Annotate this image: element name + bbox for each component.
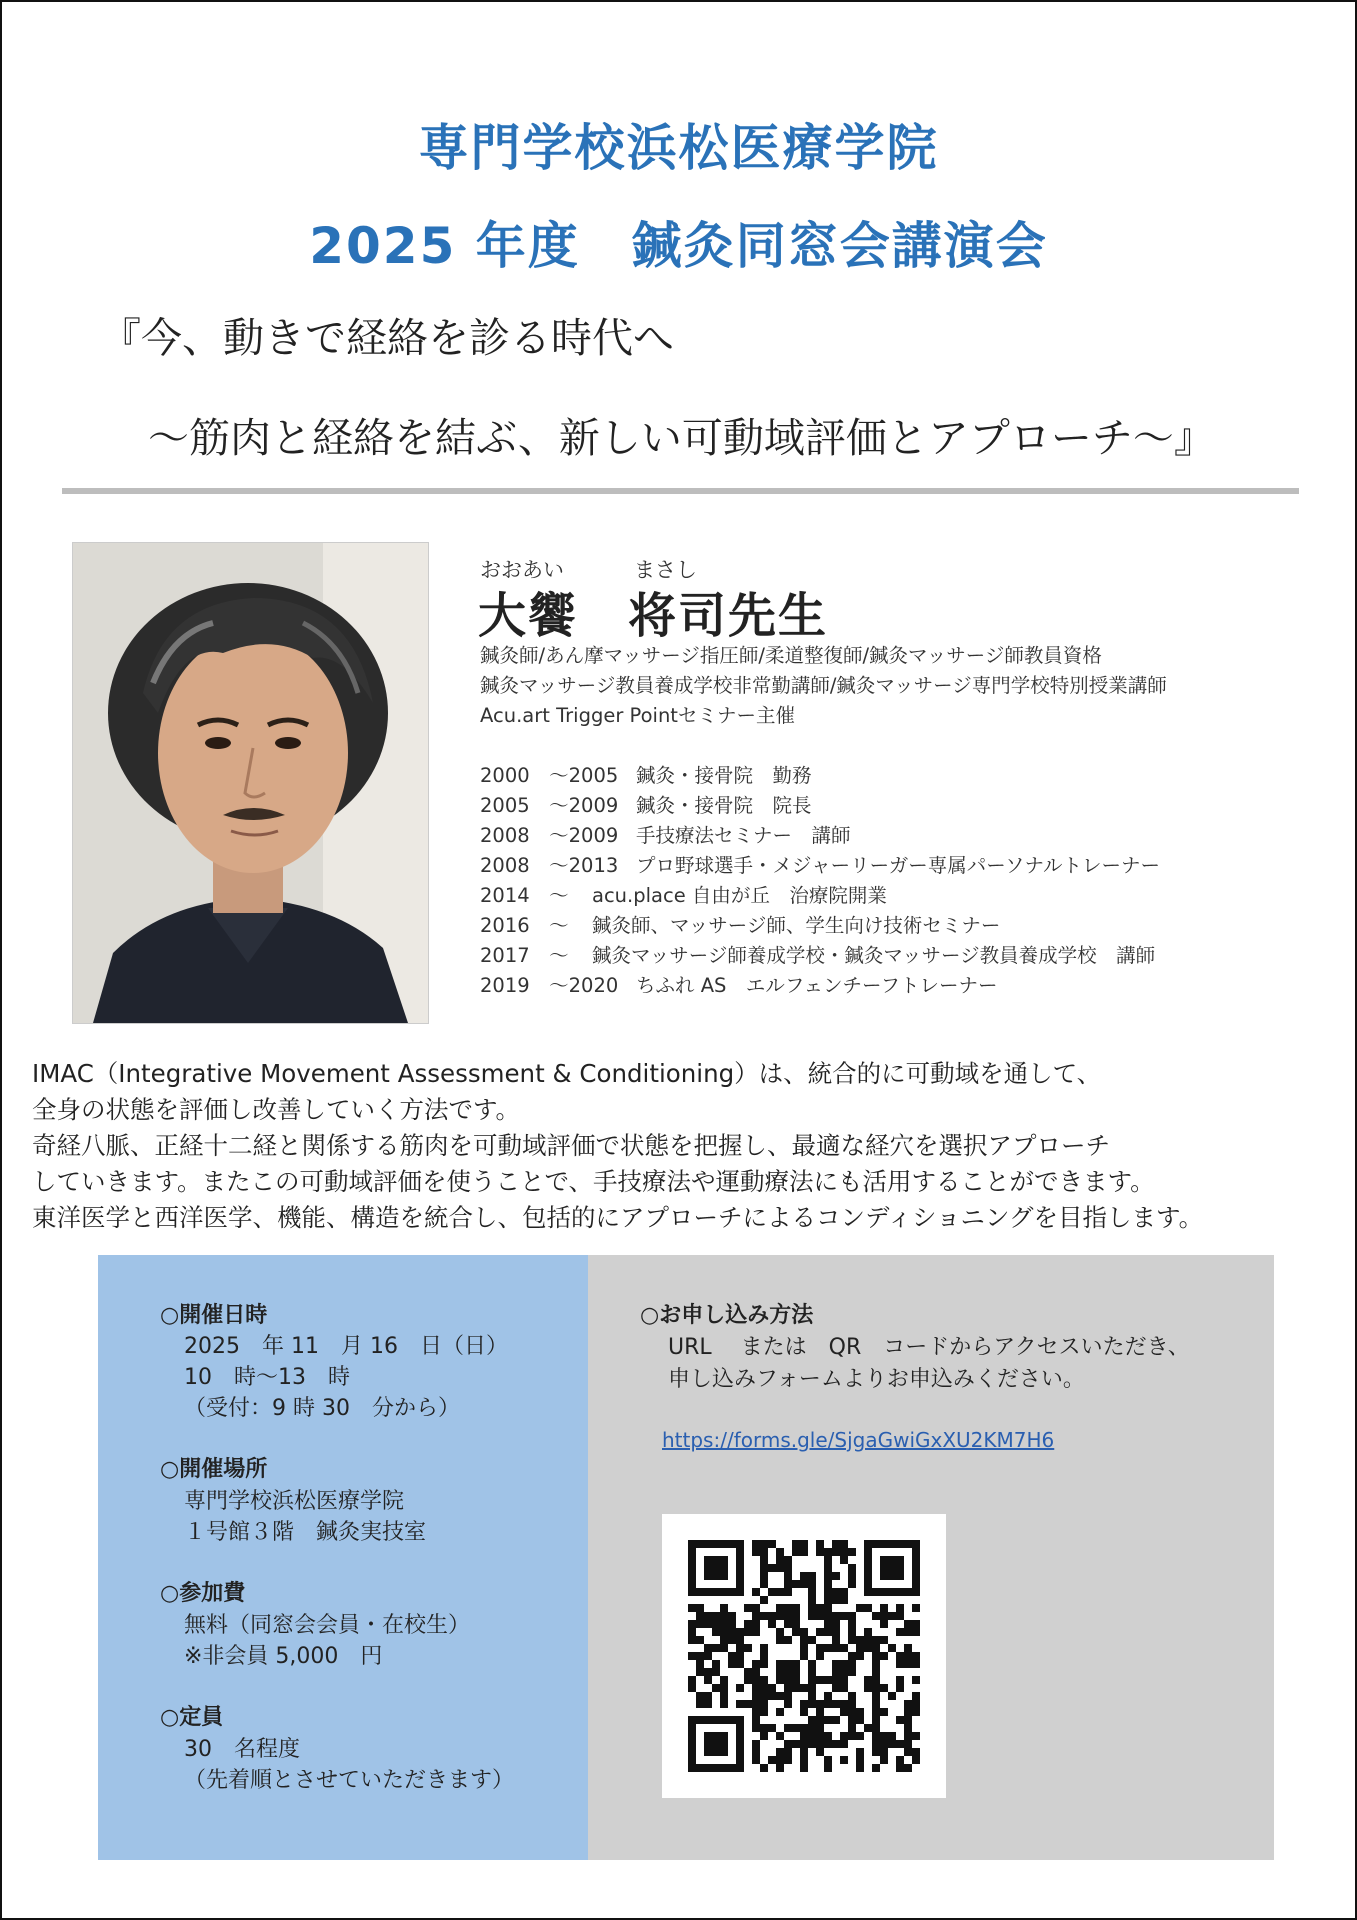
fee-line: 無料（同窓会会員・在校生）	[184, 1613, 471, 1638]
intro-line: 全身の状態を評価し改善していく方法です。	[32, 1095, 521, 1124]
qualification-line: Acu.art Trigger Pointセミナー主催	[480, 704, 795, 727]
fee-heading: ○参加費	[160, 1581, 246, 1606]
speaker-portrait-icon	[73, 543, 428, 1023]
qualification-line: 鍼灸師/あん摩マッサージ指圧師/柔道整復師/鍼灸マッサージ師教員資格	[480, 644, 1102, 667]
fee-line: ※非会員 5,000 円	[184, 1644, 383, 1669]
qr-code-area[interactable]	[662, 1514, 946, 1798]
apply-heading: ○お申し込み方法	[640, 1303, 814, 1328]
history-row: 2017 ～ 鍼灸マッサージ師養成学校・鍼灸マッサージ教員養成学校 講師	[480, 944, 1156, 967]
intro-line: IMAC（Integrative Movement Assessment & Conditioning）は、統合的に可動域を通して、	[32, 1059, 1102, 1088]
intro-line: していきます。またこの可動域評価を使うことで、手技療法や運動療法にも活用することができます。	[32, 1167, 1155, 1196]
apply-line: 申し込みフォームよりお申込みください。	[668, 1367, 1085, 1392]
intro-line: 奇経八脈、正経十二経と関係する筋肉を可動域評価で状態を把握し、最適な経穴を選択アプローチ	[32, 1131, 1110, 1160]
date-heading: ○開催日時	[160, 1303, 268, 1328]
history-row: 2000 ～2005 鍼灸・接骨院 勤務	[480, 764, 812, 787]
capacity-line: （先着順とさせていただきます）	[184, 1768, 515, 1793]
apply-line: URL または QR コードからアクセスいただき、	[668, 1335, 1190, 1360]
history-row: 2016 ～ 鍼灸師、マッサージ師、学生向け技術セミナー	[480, 914, 1001, 937]
history-row: 2008 ～2013 プロ野球選手・メジャーリーガー専属パーソナルトレーナー	[480, 854, 1160, 877]
application-form-link[interactable]: https://forms.gle/SjgaGwiGxXU2KM7H6	[662, 1428, 1055, 1452]
intro-line: 東洋医学と西洋医学、機能、構造を統合し、包括的にアプローチによるコンディショニングを目指します。	[32, 1203, 1204, 1232]
lecture-title-line2: ～筋肉と経絡を結ぶ、新しい可動域評価とアプローチ～』	[148, 414, 1215, 462]
reception-line: （受付：9 時 30 分から）	[184, 1396, 460, 1421]
qualification-line: 鍼灸マッサージ教員養成学校非常勤講師/鍼灸マッサージ専門学校特別授業講師	[480, 674, 1167, 697]
history-row: 2005 ～2009 鍼灸・接骨院 院長	[480, 794, 812, 817]
history-row: 2008 ～2009 手技療法セミナー 講師	[480, 824, 851, 847]
date-line: 2025 年 11 月 16 日（日）	[184, 1334, 508, 1359]
place-heading: ○開催場所	[160, 1457, 268, 1482]
school-title: 専門学校浜松医療学院	[418, 119, 939, 177]
event-title: 2025 年度 鍼灸同窓会講演会	[309, 217, 1048, 275]
capacity-line: 30 名程度	[184, 1737, 300, 1762]
history-row: 2014 ～ acu.place 自由が丘 治療院開業	[480, 884, 887, 907]
speaker-photo	[72, 542, 429, 1024]
history-row: 2019 ～2020 ちふれ AS エルフェンチーフトレーナー	[480, 974, 998, 997]
divider-rule	[62, 488, 1299, 494]
time-line: 10 時～13 時	[184, 1365, 350, 1390]
capacity-heading: ○定員	[160, 1705, 224, 1730]
qr-code-icon	[662, 1514, 946, 1798]
place-line: 専門学校浜松医療学院	[184, 1489, 405, 1514]
speaker-ruby-family: おおあい	[480, 558, 564, 582]
lecture-title-line1: 『今、動きで経絡を診る時代へ	[100, 314, 674, 362]
place-line: １号館３階 鍼灸実技室	[184, 1520, 427, 1545]
speaker-name: 大饗 将司先生	[478, 588, 829, 644]
speaker-ruby-given: まさし	[634, 558, 697, 582]
